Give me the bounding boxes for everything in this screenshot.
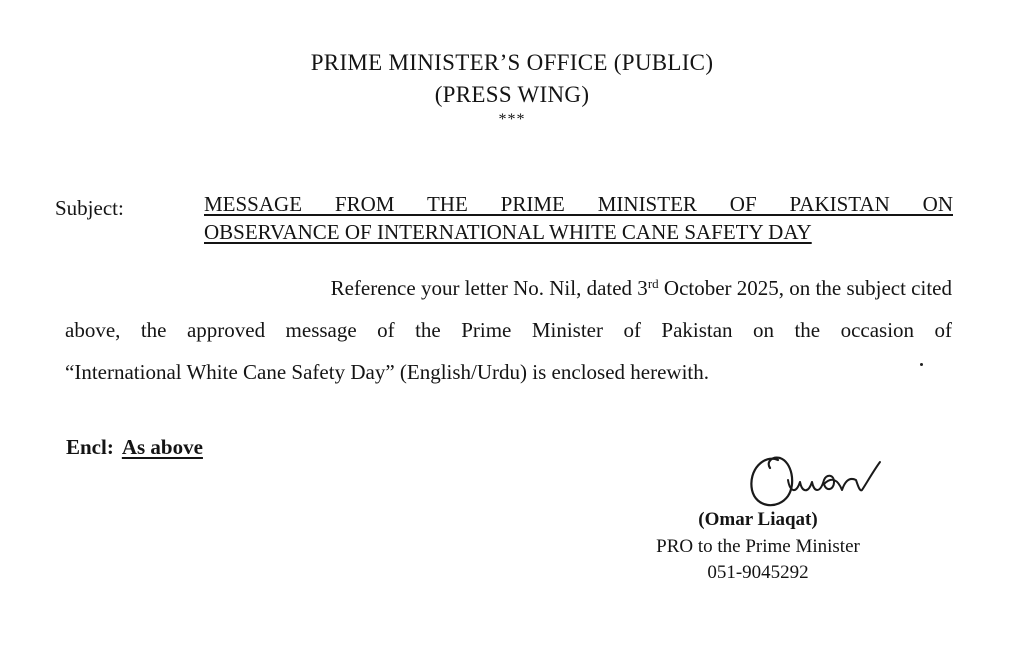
body-line-3: “International White Cane Safety Day” (English/Urdu) is enclosed herewith.: [65, 360, 709, 384]
enclosure-value: As above: [121, 435, 203, 459]
signer-title: PRO to the Prime Minister: [656, 536, 860, 557]
handwritten-signature: [740, 440, 890, 512]
body-line-1-start: Reference your letter No. Nil, dated 3: [330, 276, 648, 300]
separator-stars: ***: [498, 111, 526, 128]
body-line-1: [65, 276, 952, 301]
press-wing-title: (PRESS WING): [434, 82, 590, 107]
enclosure-label: Encl:: [66, 435, 114, 459]
body-line-2: above, the approved message of the Prime Minister of Pakistan on the occasion of: [65, 318, 952, 342]
subject-line-1: MESSAGE FROM THE PRIME MINISTER OF PAKISTAN ON: [204, 192, 953, 216]
signer-name: (Omar Liaqat): [698, 509, 818, 530]
enclosure: [66, 435, 203, 460]
subject-label: Subject:: [55, 196, 124, 220]
signer-phone: 051-9045292: [707, 562, 809, 583]
stray-dot: [920, 363, 923, 366]
subject-line-2: OBSERVANCE OF INTERNATIONAL WHITE CANE SAFETY DAY: [204, 220, 812, 244]
office-title: PRIME MINISTER’S OFFICE (PUBLIC): [310, 50, 714, 75]
body-line-1-end: October 2025, on the subject cited: [658, 276, 952, 300]
ordinal-suffix: rd: [647, 276, 659, 291]
